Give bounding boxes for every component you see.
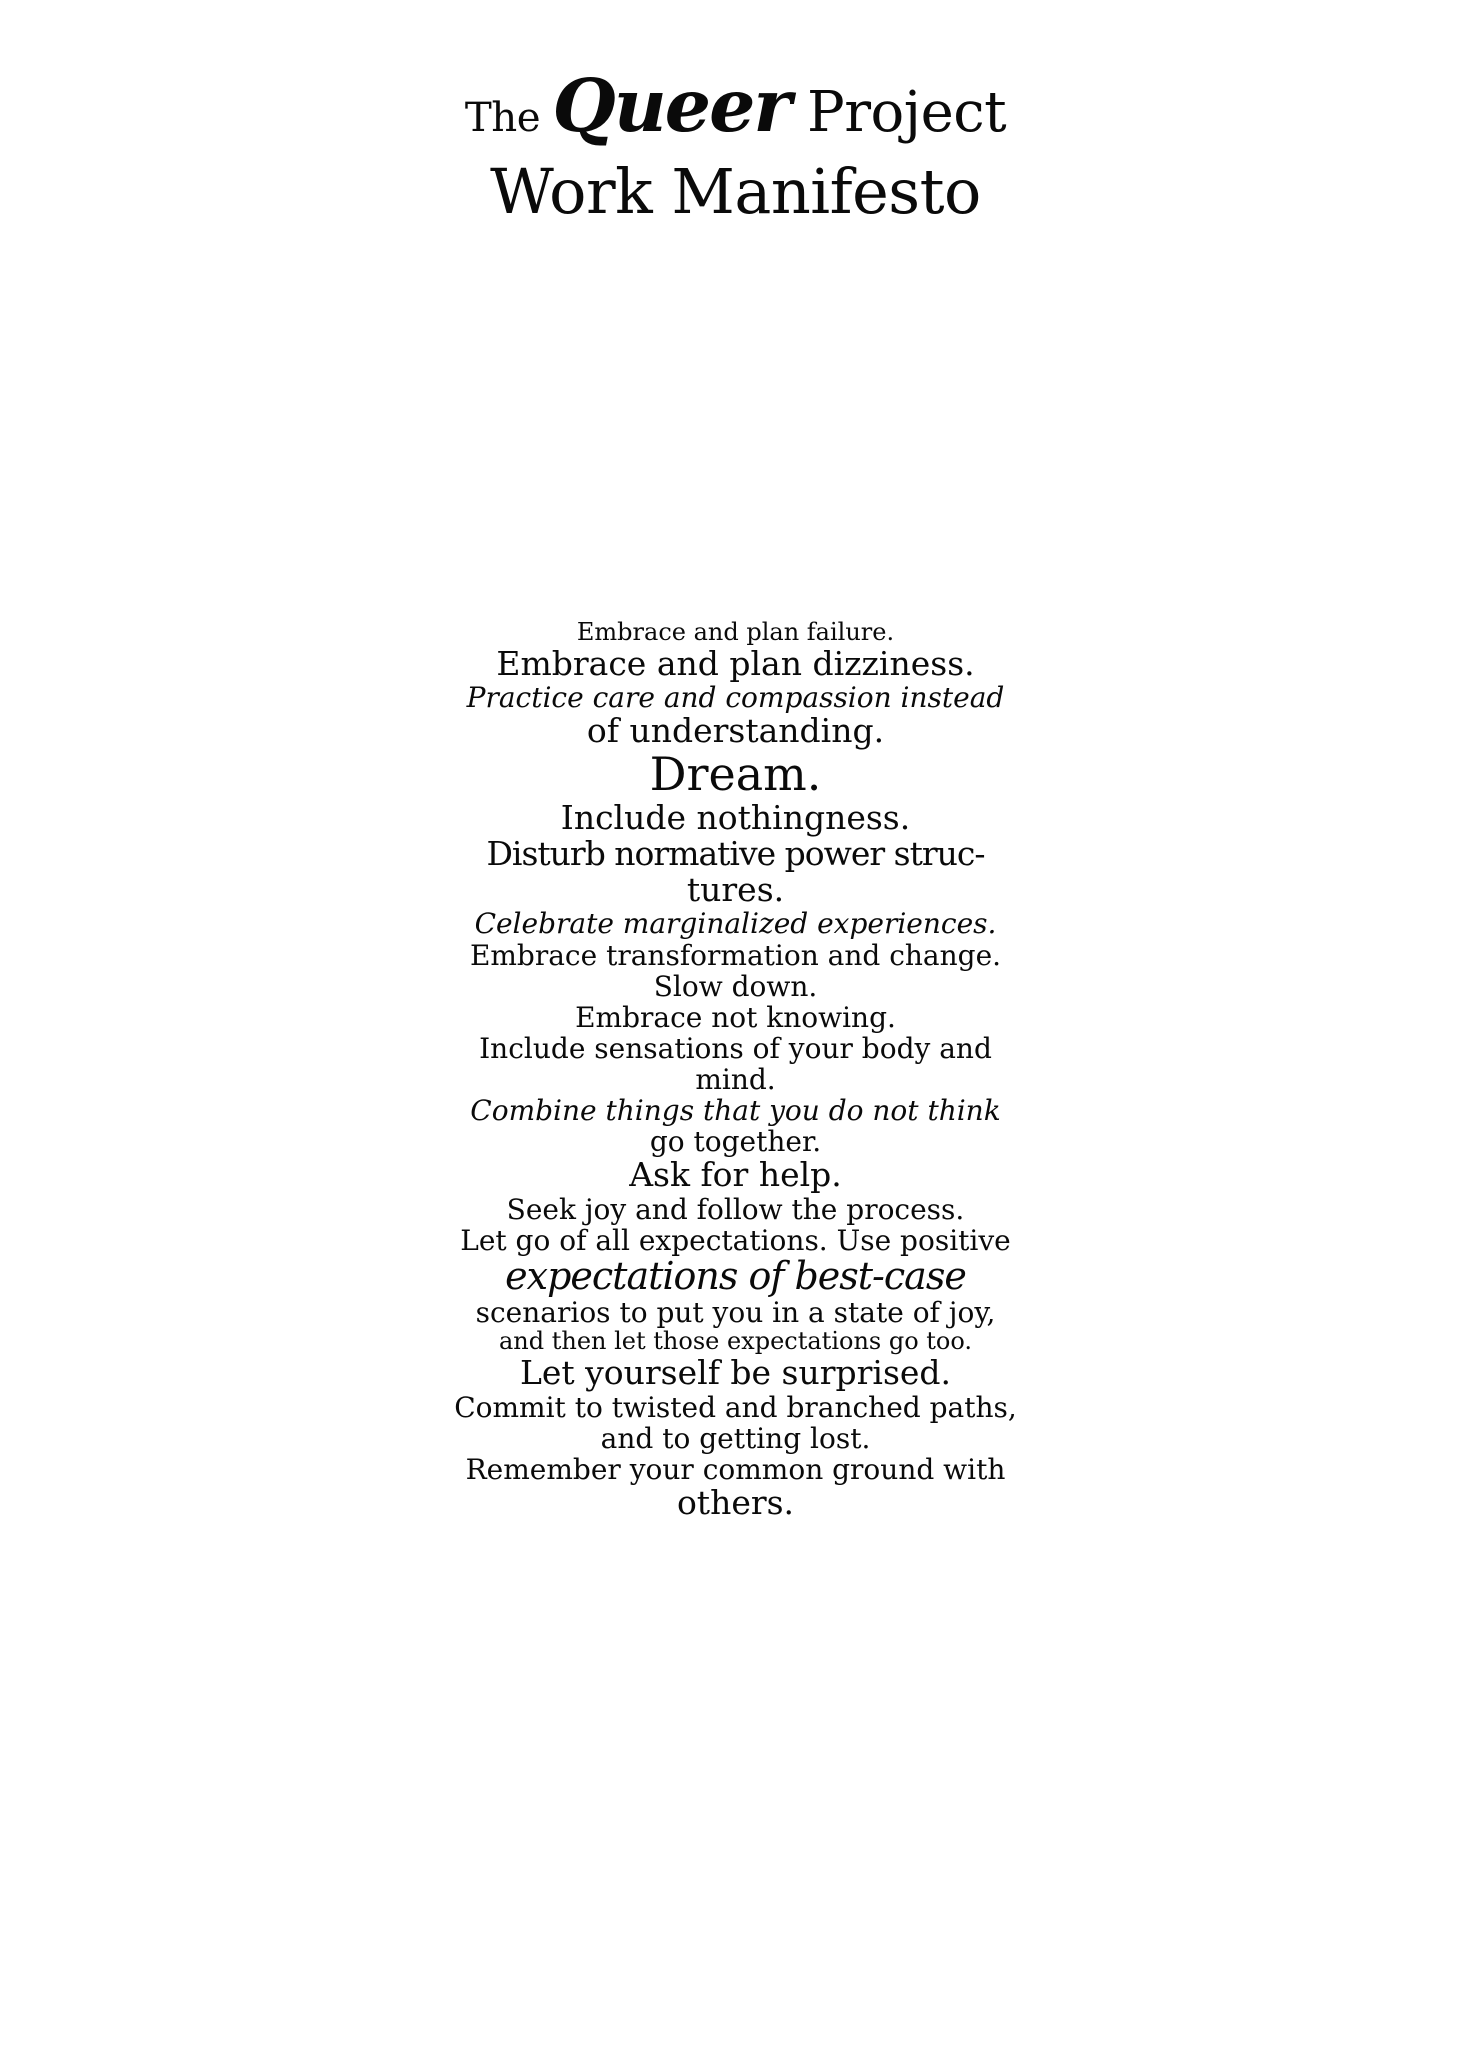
manifesto-line: Embrace and plan dizziness. <box>496 643 975 683</box>
manifesto-line: Commit to twisted and branched paths, <box>454 1390 1017 1424</box>
manifesto-line: expectations of best-case <box>505 1253 966 1298</box>
manifesto-line: Let yourself be surprised. <box>519 1353 952 1393</box>
manifesto-line: go together. <box>649 1125 822 1159</box>
manifesto-line: Combine things that you do not think <box>470 1094 1001 1128</box>
manifesto-line: others. <box>676 1483 795 1523</box>
page-title <box>0 64 1471 229</box>
title-word-queer: Queer <box>552 64 790 149</box>
manifesto-line: Practice care and compassion instead <box>466 681 1005 715</box>
manifesto-line: Include sensations of your body and <box>479 1031 992 1065</box>
manifesto-line: and to getting lost. <box>600 1421 871 1455</box>
manifesto-line: Ask for help. <box>629 1155 842 1195</box>
manifesto-line: Embrace transformation and change. <box>469 938 1002 972</box>
manifesto-line: mind. <box>695 1063 776 1096</box>
manifesto-line: Dream. <box>649 746 822 801</box>
manifesto-text <box>386 618 1086 1523</box>
title-line-1 <box>0 64 1471 155</box>
manifesto-line: Celebrate marginalized experiences. <box>474 907 997 941</box>
manifesto-line: of understanding. <box>586 711 885 751</box>
title-line-2 <box>0 155 1471 229</box>
title-word-project: Project <box>789 80 1007 145</box>
manifesto-line: Embrace not knowing. <box>575 1000 896 1034</box>
manifesto-line: Include nothingness. <box>560 797 911 837</box>
title-word-the: The <box>464 94 553 141</box>
manifesto-line: Let go of all expectations. Use positive <box>460 1223 1011 1257</box>
manifesto-line: scenarios to put you in a state of joy, <box>475 1296 996 1330</box>
manifesto-line: Seek joy and follow the process. <box>506 1192 965 1226</box>
manifesto-line: Disturb normative power struc- <box>486 833 985 873</box>
manifesto-line: Slow down. <box>653 969 818 1003</box>
manifesto-line: Embrace and plan failure. <box>576 618 895 646</box>
title-word-manifesto: Manifesto <box>671 155 981 228</box>
manifesto-line: and then let those expectations go too. <box>498 1327 973 1356</box>
title-word-work: Work <box>490 155 672 228</box>
manifesto-line: Remember your common ground with <box>465 1452 1006 1486</box>
manifesto-line: tures. <box>686 870 785 910</box>
